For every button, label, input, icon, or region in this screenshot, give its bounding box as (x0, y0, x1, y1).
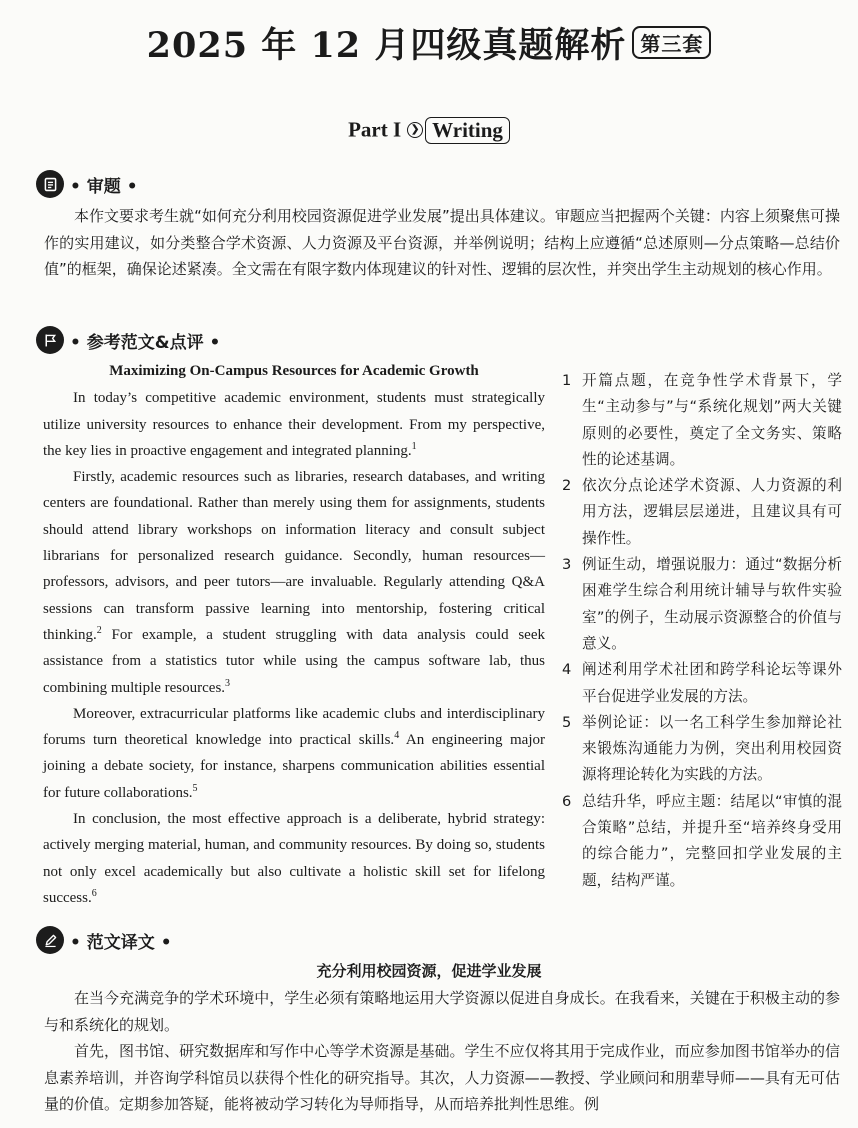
comment-number: 4 (562, 661, 572, 679)
translation-paragraph-1: 在当今充满竞争的学术环境中，学生必须有策略地运用大学资源以促进自身成长。在我看来，关键在于积极主动的参与和系统化的规划。 (44, 989, 840, 1034)
comment-item (562, 657, 842, 710)
comment-number: 6 (562, 792, 572, 810)
essay-paragraph-3 (43, 701, 545, 806)
note-marker: 2 (96, 624, 102, 636)
sample-essay (43, 358, 545, 911)
translation-title: 充分利用校园资源，促进学业发展 (316, 962, 542, 980)
essay-text: In today’s competitive academic environment, students must strategically utilize university resources to enhance their development. From my perspective, the key lies in proactive engagement and integrated planning. (43, 390, 545, 459)
document-icon (36, 170, 64, 198)
comment-item (562, 789, 842, 894)
essay-text: Firstly, academic resources such as libraries, research databases, and writing centers are foundational. Rather than merely using them for assignments, students should attend library workshops on information literacy and consult subject librarians for personalized research guidance. Secondly, human resources—professors, advisors, and peer tutors—are invaluable. Regularly attending Q&A sessions can transform passive learning into mentorship, fostering critical thinking. (43, 469, 545, 643)
comment-text: 开篇点题，在竞争性学术背景下，学生“主动参与”与“系统化规划”两大关键原则的必要性，奠定了全文务实、策略性的论述基调。 (582, 372, 842, 468)
comment-item (562, 368, 842, 473)
comment-text: 例证生动，增强说服力：通过“数据分析困难学生综合利用统计辅导与软件实验室”的例子，生动展示资源整合的价值与意义。 (582, 556, 842, 652)
essay-paragraph-2 (43, 464, 545, 701)
comment-number: 5 (562, 713, 572, 731)
page-title (0, 18, 858, 68)
comment-text: 举例论证：以一名工科学生参加辩论社来锻炼沟通能力为例，突出利用校园资源将理论转化为实践的方法。 (582, 713, 842, 784)
comment-text: 阐述利用学术社团和跨学科论坛等课外平台促进学业发展的方法。 (582, 661, 842, 705)
section-label: • 审题 • (70, 176, 138, 197)
translation-paragraph-2: 首先，图书馆、研究数据库和写作中心等学术资源是基础。学生不应仅将其用于完成作业，而应参加图书馆举办的信息素养培训，并咨询学科馆员以获得个性化的研究指导。其次，人力资源——教授、学业顾问和朋辈导师——具有无可估量的价值。定期参加答疑，能将被动学习转化为导师指导，从而培养批判性思维。例 (44, 1042, 840, 1113)
comment-item (562, 473, 842, 552)
note-marker: 3 (225, 677, 231, 689)
section-header-translation (36, 925, 172, 955)
page-title-text: 2025 年 12 月四级真题解析 (146, 25, 627, 66)
part-name: Writing (425, 117, 510, 144)
part-number: Part I (348, 117, 402, 142)
comment-item (562, 552, 842, 657)
note-marker: 6 (91, 887, 97, 899)
section-label: • 参考范文&点评 • (70, 332, 221, 353)
essay-paragraph-1 (43, 385, 545, 464)
section-header-sample (36, 325, 220, 355)
comment-text: 总结升华，呼应主题：结尾以“审慎的混合策略”总结，并提升至“培养终身受用的综合能力”，完整回扣学业发展的主题，结构严谨。 (582, 792, 842, 889)
comment-number: 3 (562, 556, 572, 574)
comment-item (562, 710, 842, 789)
comment-number: 1 (562, 372, 572, 389)
essay-text: An engineering major joining a debate society, for instance, sharpens communication abilities essential for future collaborations. (43, 732, 545, 801)
essay-title: Maximizing On-Campus Resources for Academic Growth (109, 363, 479, 379)
note-marker: 1 (411, 440, 417, 452)
flag-icon (36, 326, 64, 354)
comments-column (562, 368, 842, 894)
pen-icon (36, 926, 64, 954)
essay-text: In conclusion, the most effective approach is a deliberate, hybrid strategy: actively merging material, human, and community resources. By doing so, students not only excel academically but also cultivate a holistic skill set for lifelong success. (43, 811, 545, 906)
section-label: • 范文译文 • (70, 932, 172, 953)
comment-text: 依次分点论述学术资源、人力资源的利用方法，逻辑层层递进，且建议具有可操作性。 (582, 477, 842, 547)
chevron-right-icon: ❯ (407, 122, 423, 138)
essay-text: For example, a student struggling with data analysis could seek assistance from a statistics tutor while using the campus software lab, thus combining multiple resources. (43, 626, 545, 696)
note-marker: 4 (394, 730, 400, 742)
section-header-review (36, 169, 138, 199)
part-heading (0, 116, 858, 144)
essay-paragraph-4 (43, 806, 545, 911)
essay-text: Moreover, extracurricular platforms like academic clubs and interdisciplinary forums turn theoretical knowledge into practical skills. (43, 705, 545, 749)
comment-number: 2 (562, 477, 572, 495)
note-marker: 5 (192, 782, 198, 794)
review-paragraph: 本作文要求考生就“如何充分利用校园资源促进学业发展”提出具体建议。审题应当把握两个关键：内容上须聚焦可操作的实用建议，如分类整合学术资源、人力资源及平台资源，并举例说明；结构上应遵循“总述原则—分点策略—总结价值”的框架，确保论述紧凑。全文需在有限字数内体现建议的针对性、逻辑的层次性，并突出学生主动规划的核心作用。 (44, 207, 840, 278)
set-tag: 第三套 (632, 26, 711, 59)
